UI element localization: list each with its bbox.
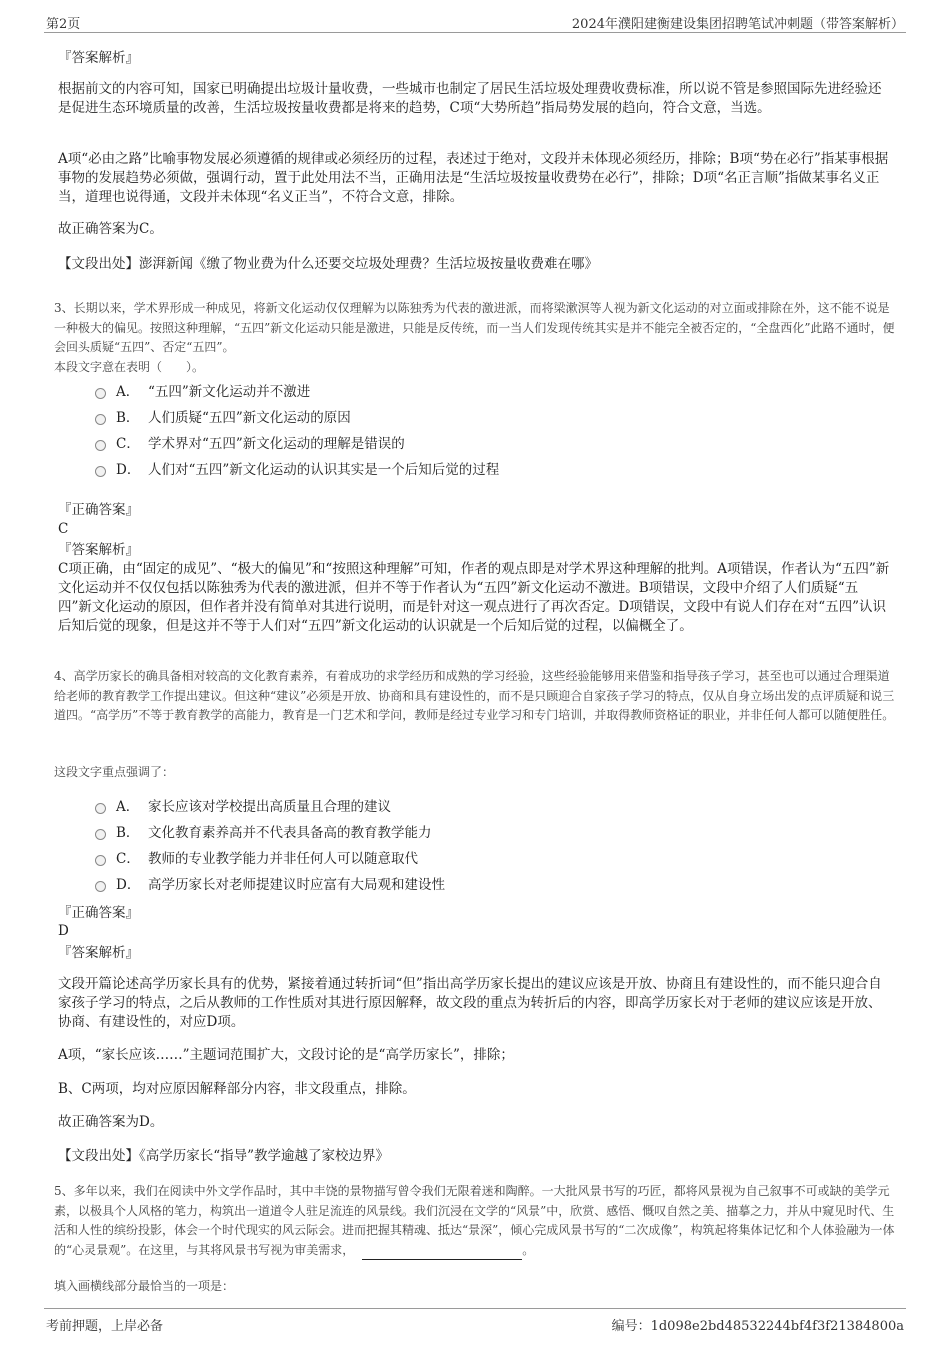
q3-stem: 3、长期以来，学术界形成一种成见，将新文化运动仅仅理解为以陈独秀为代表的激进派，而将梁漱溟等人视为新文化运动的对立面或排除在外，这不能不说是一种极大的偏见。按照这种理解，“五四”新文化运动只能是激进，只能是反传统，而一当人们发现传统其实是并不能完全被否定的，“全盘西化”此路不通时，便会回头质疑“五四”、否定“五四”。	[54, 301, 895, 354]
q2-analysis-p2: A项“必由之路”比喻事物发展必须遵循的规律或必须经历的过程，表述过于绝对，文段并未体现必须经历，排除；B项“势在必行”指某事根据事物的发展趋势必须做，强调行动，置于此处用法不当，正确用法是“生活垃圾按量收费势在必行”，排除；D项“名正言顺”指做某事名义正当，道理也说得通，文段并未体现“名义正当”，不符合文意，排除。	[58, 151, 889, 205]
q4-analysis-p3: B、C两项，均对应原因解释部分内容，非文段重点，排除。	[58, 1081, 416, 1097]
q2-analysis-p1: 根据前文的内容可知，国家已明确提出垃圾计量收费，一些城市也制定了居民生活垃圾处理费收费标准，所以说不管是参照国际先进经验还是促进生态环境质量的改善，生活垃圾按量收费都是将来的趋势，C项“大势所趋”指局势发展的趋向，符合文意，当选。	[58, 81, 882, 116]
page-footer	[44, 1308, 906, 1333]
q4-option-d[interactable]: D． 高学历家长对老师提建议时应富有大局观和建设性	[95, 875, 445, 895]
q4-answer-line: 故正确答案为D。	[58, 1114, 164, 1130]
q4-analysis-p2: A项，“家长应该……”主题词范围扩大，文段讨论的是“高学历家长”，排除；	[58, 1047, 514, 1063]
page-number: 第2页	[46, 17, 81, 32]
radio-button[interactable]	[95, 803, 106, 814]
radio-button[interactable]	[95, 388, 106, 399]
page-header	[44, 10, 906, 33]
q3-question: 本段文字意在表明（ ）。	[54, 360, 205, 374]
radio-button[interactable]	[95, 855, 106, 866]
q3-option-b[interactable]: B． 人们质疑“五四”新文化运动的原因	[95, 408, 351, 428]
q3-analysis-label: 『答案解析』	[58, 542, 139, 558]
q5-stem: 5、多年以来，我们在阅读中外文学作品时，其中丰饶的景物描写曾令我们无限着迷和陶醉。一大批风景书写的巧匠，都将风景视为自己叙事不可或缺的美学元素，以极具个人风格的笔力，构筑出一道道令人驻足流连的风景线。我们沉浸在文学的“风景”中，欣赏、感悟、慨叹自然之美、描摹之力，并从中窥见时代、生活和人性的缤纷投影，体会一个时代现实的风云际会。进而把握其精魂、抵达“景深”，倾心完成风景书写的“二次成像”，构筑起将集体记忆和个人体验融为一体的“心灵景观”。在这里，与其将风景书写视为审美需求， 。	[54, 1182, 896, 1260]
radio-button[interactable]	[95, 881, 106, 892]
q4-analysis-p1: 文段开篇论述高学历家长具有的优势，紧接着通过转折词“但”指出高学历家长提出的建议应该是开放、协商且有建设性的，而不能只迎合自家孩子学习的特点，之后从教师的工作性质对其进行原因解释，故文段的重点为转折后的内容，即高学历家长对于老师的建议应该是开放、协商、有建设性的，对应D项。	[58, 976, 882, 1030]
footer-slogan: 考前押题，上岸必备	[46, 1319, 164, 1334]
q3-option-d[interactable]: D． 人们对“五四”新文化运动的认识其实是一个后知后觉的过程	[95, 460, 499, 480]
q4-stem: 4、高学历家长的确具备相对较高的文化教育素养，有着成功的求学经历和成熟的学习经验，这些经验能够用来借鉴和指导孩子学习，甚至也可以通过合理渠道给老师的教育教学工作提出建议。但这种“建议”必须是开放、协商和具有建设性的，而不是只顾迎合自家孩子学习的特点，仅从自身立场出发的点评质疑和说三道四。“高学历”不等于教育教学的高能力，教育是一门艺术和学问，教师是经过专业学习和专门培训，并取得教师资格证的职业，并非任何人都可以随便胜任。	[54, 669, 895, 722]
q3-option-c[interactable]: C． 学术界对“五四”新文化运动的理解是错误的	[95, 434, 405, 454]
q3-analysis: C项正确，由“固定的成见”、“极大的偏见”和“按照这种理解”可知，作者的观点即是对学术界这种理解的批判。A项错误，作者认为“五四”新文化运动并不仅仅包括以陈独秀为代表的激进派，但并不等于作者认为“五四”新文化运动不激进。B项错误，文段中介绍了人们质疑“五四”新文化运动的原因，但作者并没有简单对其进行说明，而是针对这一观点进行了再次否定。D项错误，文段中有说人们存在对“五四”认识后知后觉的现象，但是这并不等于人们对“五四”新文化运动的认识就是一个后知后觉的过程，以偏概全了。	[58, 561, 890, 634]
q4-question: 这段文字重点强调了：	[54, 765, 175, 779]
radio-button[interactable]	[95, 829, 106, 840]
q4-option-c[interactable]: C． 教师的专业教学能力并非任何人可以随意取代	[95, 849, 418, 869]
q4-analysis-label: 『答案解析』	[58, 945, 139, 961]
q2-answer-line: 故正确答案为C。	[58, 221, 163, 237]
document-id: 编号：1d098e2bd48532244bf4f3f21384800a	[611, 1319, 904, 1334]
document-title: 2024年濮阳建衡建设集团招聘笔试冲刺题（带答案解析）	[571, 17, 904, 32]
q3-option-a[interactable]: A． “五四”新文化运动并不激进	[95, 382, 310, 402]
radio-button[interactable]	[95, 440, 106, 451]
radio-button[interactable]	[95, 466, 106, 477]
q2-source: 【文段出处】澎湃新闻《缴了物业费为什么还要交垃圾处理费？生活垃圾按量收费难在哪》	[58, 256, 598, 272]
q4-answer: D	[58, 923, 69, 939]
q2-analysis-label: 『答案解析』	[58, 50, 139, 66]
q4-source: 【文段出处】《高学历家长“指导”教学逾越了家校边界》	[58, 1148, 390, 1164]
fill-in-blank	[362, 1245, 522, 1260]
q4-answer-label: 『正确答案』	[58, 905, 139, 921]
q4-option-b[interactable]: B． 文化教育素养高并不代表具备高的教育教学能力	[95, 823, 432, 843]
q4-option-a[interactable]: A． 家长应该对学校提出高质量且合理的建议	[95, 797, 391, 817]
q3-answer-label: 『正确答案』	[58, 502, 139, 518]
q5-question: 填入画横线部分最恰当的一项是：	[54, 1279, 235, 1293]
radio-button[interactable]	[95, 414, 106, 425]
q3-answer: C	[58, 521, 69, 537]
